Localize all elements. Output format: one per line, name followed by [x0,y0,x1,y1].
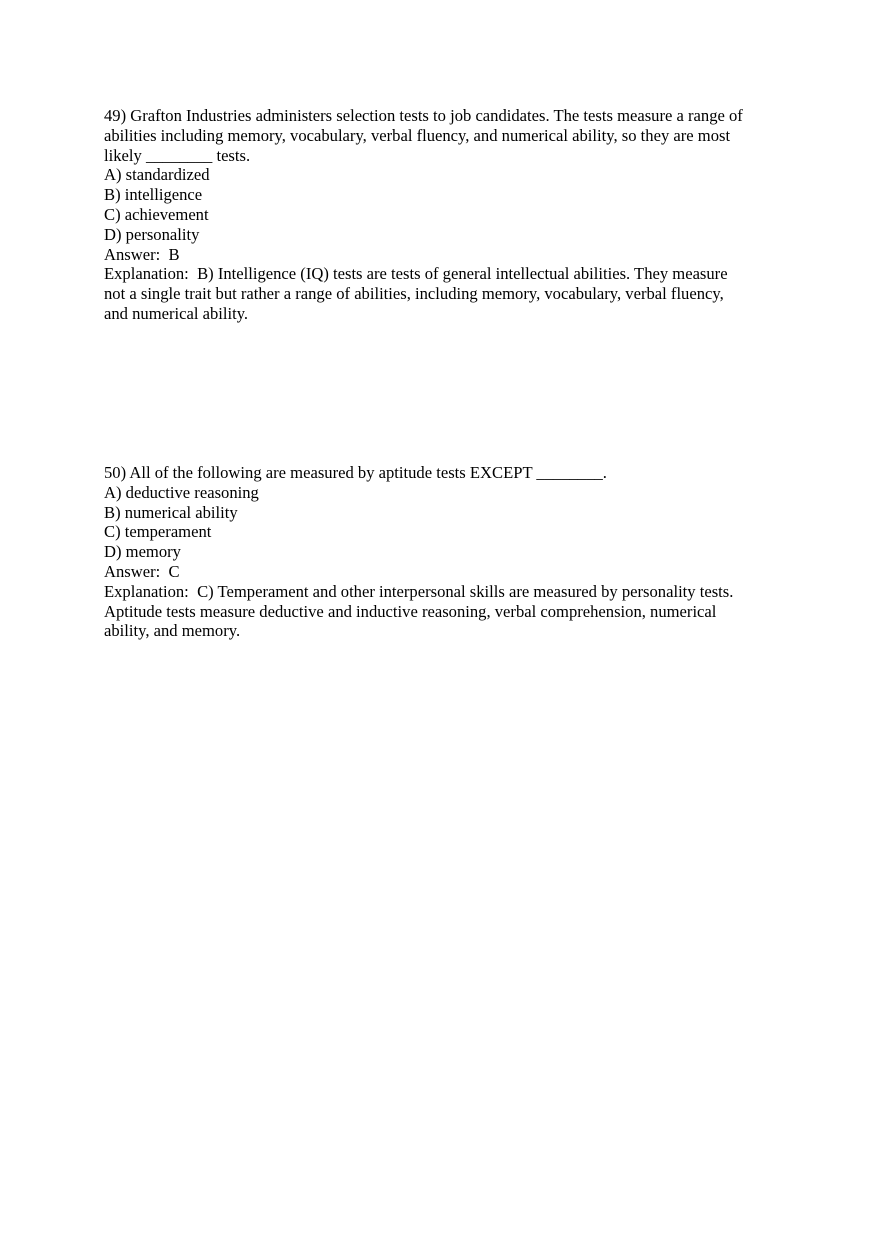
answer-option-d: D) memory [104,542,181,562]
explanation-line: ability, and memory. [104,621,241,641]
question-stem-line: likely ________ tests. [104,145,251,165]
answer-key: Answer: C [104,561,180,581]
answer-option-c: C) achievement [104,204,209,224]
answer-option-c: C) temperament [104,522,212,542]
explanation-line: not a single trait but rather a range of abilities, including memory, vocabulary, verbal fluency, [104,284,724,304]
question-stem-line: abilities including memory, vocabulary, verbal fluency, and numerical ability, so they are most [104,125,731,145]
answer-key: Answer: B [104,244,180,264]
explanation-line: Aptitude tests measure deductive and inductive reasoning, verbal comprehension, numerical [104,601,717,621]
explanation-line: Explanation: C) Temperament and other interpersonal skills are measured by personality tests. [104,581,734,601]
question-50 [104,463,774,641]
explanation-line: Explanation: B) Intelligence (IQ) tests are tests of general intellectual abilities. They measure [104,264,728,284]
answer-option-d: D) personality [104,224,200,244]
question-stem-line: 49) Grafton Industries administers selection tests to job candidates. The tests measure a range of [104,106,743,125]
question-49 [104,106,774,324]
explanation-line: and numerical ability. [104,303,249,323]
answer-option-b: B) intelligence [104,185,203,205]
answer-option-a: A) deductive reasoning [104,482,259,502]
question-stem-line: 50) All of the following are measured by aptitude tests EXCEPT ________. [104,463,607,482]
answer-option-a: A) standardized [104,165,210,185]
answer-option-b: B) numerical ability [104,502,238,522]
